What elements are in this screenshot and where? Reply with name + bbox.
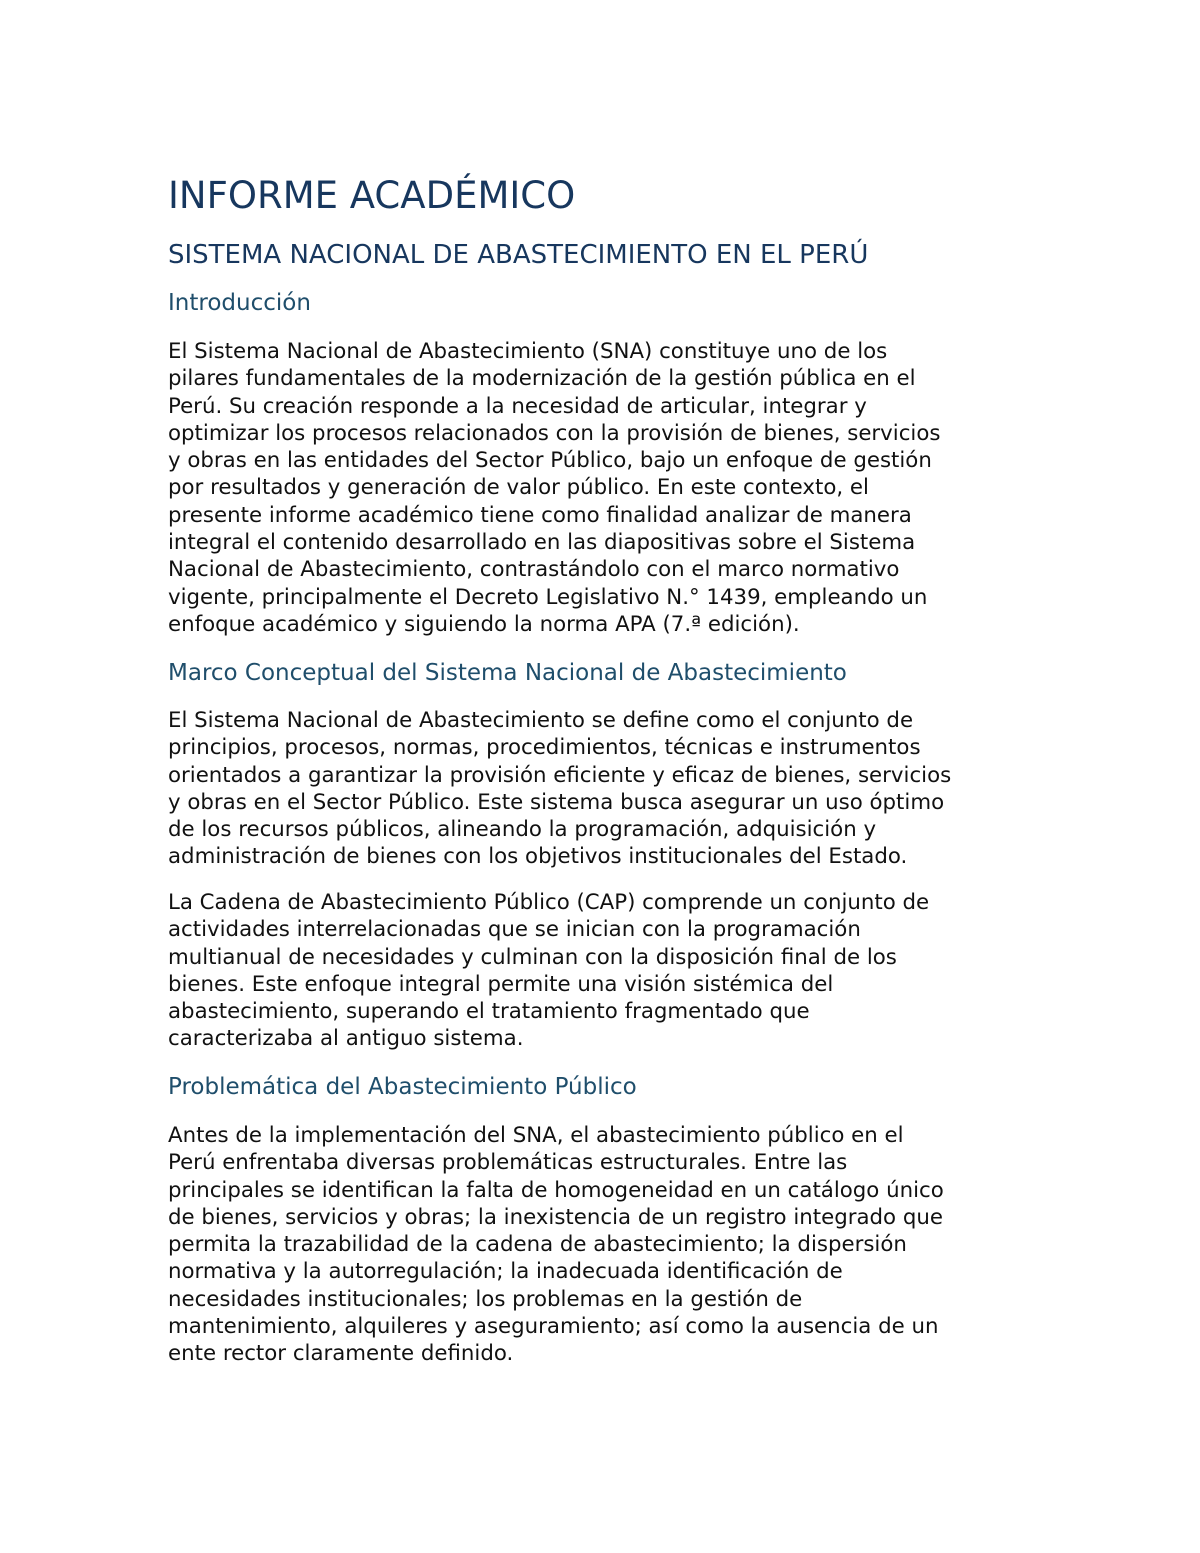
paragraph-line: El Sistema Nacional de Abastecimiento (SNA) constituye uno de los [168, 339, 888, 364]
paragraph-line: multianual de necesidades y culminan con la disposición final de los [168, 944, 897, 970]
section-heading-introduccion: Introducción [168, 290, 311, 316]
paragraph-line: administración de bienes con los objetivos institucionales del Estado. [168, 844, 908, 870]
paragraph-line: abastecimiento, superando el tratamiento fragmentado que [168, 999, 810, 1025]
paragraph-line: permita la trazabilidad de la cadena de abastecimiento; la dispersión [168, 1232, 907, 1258]
paragraph-line: necesidades institucionales; los problemas en la gestión de [168, 1286, 803, 1312]
paragraph-line: caracterizaba al antiguo sistema. [168, 1026, 524, 1052]
paragraph-line: Antes de la implementación del SNA, el abastecimiento público en el [168, 1123, 904, 1148]
paragraph-line: vigente, principalmente el Decreto Legislativo N.° 1439, empleando un [168, 584, 928, 610]
paragraph-line: Perú. Su creación responde a la necesidad de articular, integrar y [168, 393, 867, 419]
paragraph-line: principios, procesos, normas, procedimientos, técnicas e instrumentos [168, 735, 921, 761]
document-subtitle: SISTEMA NACIONAL DE ABASTECIMIENTO EN EL PERÚ [168, 240, 869, 270]
paragraph-line: enfoque académico y siguiendo la norma APA (7.ª edición). [168, 611, 800, 637]
paragraph-line: orientados a garantizar la provisión eficiente y eficaz de bienes, servicios [168, 762, 952, 788]
paragraph-line: principales se identifican la falta de homogeneidad en un catálogo único [168, 1177, 944, 1203]
paragraph-marco-conceptual-1 [168, 707, 1048, 871]
paragraph-line: y obras en las entidades del Sector Público, bajo un enfoque de gestión [168, 448, 932, 474]
paragraph-line: La Cadena de Abastecimiento Público (CAP) comprende un conjunto de [168, 890, 930, 915]
paragraph-line: de bienes, servicios y obras; la inexistencia de un registro integrado que [168, 1204, 943, 1230]
document-title: INFORME ACADÉMICO [168, 174, 576, 217]
paragraph-line: de los recursos públicos, alineando la programación, adquisición y [168, 817, 877, 843]
paragraph-line: actividades interrelacionadas que se inician con la programación [168, 917, 861, 943]
paragraph-line: y obras en el Sector Público. Este sistema busca asegurar un uso óptimo [168, 789, 945, 815]
paragraph-line: mantenimiento, alquileres y aseguramiento; así como la ausencia de un [168, 1314, 939, 1340]
paragraph-line: presente informe académico tiene como finalidad analizar de manera [168, 502, 912, 528]
paragraph-problematica [168, 1122, 1048, 1368]
paragraph-line: Nacional de Abastecimiento, contrastándolo con el marco normativo [168, 557, 900, 583]
paragraph-line: Perú enfrentaba diversas problemáticas estructurales. Entre las [168, 1150, 848, 1176]
paragraph-line: El Sistema Nacional de Abastecimiento se define como el conjunto de [168, 708, 914, 733]
paragraph-line: optimizar los procesos relacionados con la provisión de bienes, servicios [168, 420, 941, 446]
paragraph-line: ente rector claramente definido. [168, 1341, 514, 1367]
section-heading-marco-conceptual: Marco Conceptual del Sistema Nacional de Abastecimiento [168, 660, 847, 686]
paragraph-marco-conceptual-2 [168, 889, 1048, 1053]
paragraph-line: pilares fundamentales de la modernización de la gestión pública en el [168, 366, 916, 392]
paragraph-line: por resultados y generación de valor público. En este contexto, el [168, 475, 869, 501]
paragraph-line: integral el contenido desarrollado en las diapositivas sobre el Sistema [168, 530, 916, 556]
paragraph-introduccion [168, 338, 1048, 638]
section-heading-problematica: Problemática del Abastecimiento Público [168, 1074, 637, 1100]
paragraph-line: normativa y la autorregulación; la inadecuada identificación de [168, 1259, 843, 1285]
paragraph-line: bienes. Este enfoque integral permite una visión sistémica del [168, 971, 834, 997]
